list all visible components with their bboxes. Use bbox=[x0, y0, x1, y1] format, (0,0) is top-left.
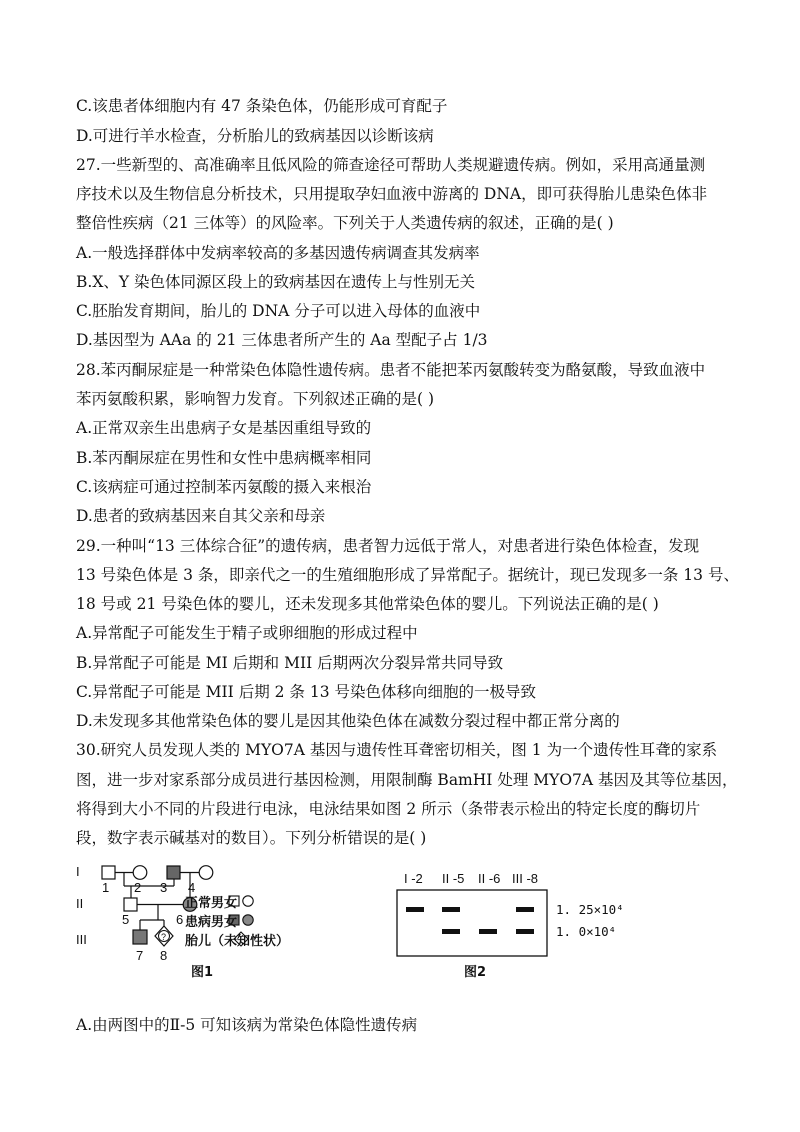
text-line: D.基因型为 AAa 的 21 三体患者所产生的 Aa 型配子占 1/3 bbox=[76, 331, 488, 349]
individual-number: 1 bbox=[102, 880, 110, 895]
gel-diagram bbox=[388, 868, 648, 958]
text-line: 13 号染色体是 3 条，即亲代之一的生殖细胞形成了异常配子。据统计，现已发现多一条 13 号、 bbox=[76, 566, 739, 584]
text-line: C.异常配子可能是 MII 后期 2 条 13 号染色体移向细胞的一极导致 bbox=[76, 683, 536, 701]
affected-male-symbol bbox=[167, 866, 180, 879]
normal-female-symbol bbox=[199, 866, 213, 880]
affected-male-symbol bbox=[133, 930, 147, 944]
text-line: 整倍性疾病（21 三体等）的风险率。下列关于人类遗传病的叙述，正确的是( ) bbox=[76, 214, 614, 232]
text-line: 序技术以及生物信息分析技术，只用提取孕妇血液中游离的 DNA，即可获得胎儿患染色体非 bbox=[76, 185, 708, 203]
lane-label: III -8 bbox=[512, 871, 539, 886]
legend-normal-label: 正常男女 bbox=[185, 896, 238, 911]
text-line: 苯丙氨酸积累，影响智力发育。下列叙述正确的是( ) bbox=[76, 390, 435, 408]
lane-label: II -6 bbox=[478, 871, 501, 886]
text-line: D.患者的致病基因来自其父亲和母亲 bbox=[76, 507, 326, 525]
individual-number: 3 bbox=[160, 880, 168, 895]
figure-1-caption: 图1 bbox=[191, 965, 214, 980]
legend-normal-female-icon bbox=[243, 896, 253, 906]
band bbox=[442, 929, 460, 934]
normal-female-symbol bbox=[133, 866, 147, 880]
individual-number: 7 bbox=[136, 948, 144, 963]
text-line: 图，进一步对家系部分成员进行基因检测，用限制酶 BamHI 处理 MYO7A 基因及其等位基因， bbox=[76, 771, 738, 789]
text-line: C.该患者体细胞内有 47 条染色体，仍能形成可育配子 bbox=[76, 97, 448, 115]
lane-label: II -5 bbox=[442, 871, 465, 886]
individual-number: 5 bbox=[122, 912, 130, 927]
legend-fetus-label: 胎儿（未知性状） bbox=[185, 934, 290, 949]
text-line: C.胚胎发育期间，胎儿的 DNA 分子可以进入母体的血液中 bbox=[76, 302, 481, 320]
figure-2-caption: 图2 bbox=[464, 965, 487, 980]
size-label: 1. 0×10⁴ bbox=[556, 924, 617, 939]
text-line: A.一般选择群体中发病率较高的多基因遗传病调查其发病率 bbox=[76, 244, 480, 262]
text-line: B.X、Y 染色体同源区段上的致病基因在遗传上与性别无关 bbox=[76, 273, 476, 291]
text-line: B.异常配子可能是 MI 后期和 MII 后期两次分裂异常共同导致 bbox=[76, 654, 504, 672]
lane-label: I -2 bbox=[404, 871, 423, 886]
text-line: 将得到大小不同的片段进行电泳，电泳结果如图 2 所示（条带表示检出的特定长度的酶切片 bbox=[76, 800, 701, 818]
fetus-question-mark: ? bbox=[161, 932, 167, 942]
band bbox=[406, 907, 424, 912]
normal-male-symbol bbox=[124, 898, 137, 911]
legend-affected-female-icon bbox=[243, 915, 253, 925]
individual-number: 6 bbox=[176, 912, 184, 927]
option-a-line: A.由两图中的Ⅱ-5 可知该病为常染色体隐性遗传病 bbox=[76, 1016, 418, 1034]
legend-affected-label: 患病男女 bbox=[185, 915, 238, 930]
individual-number: 4 bbox=[188, 880, 196, 895]
text-line: D.未发现多其他常染色体的婴儿是因其他染色体在减数分裂过程中都正常分离的 bbox=[76, 712, 620, 730]
band bbox=[516, 929, 534, 934]
generation-label: III bbox=[76, 932, 87, 947]
band bbox=[479, 929, 497, 934]
text-line: 28.苯丙酮尿症是一种常染色体隐性遗传病。患者不能把苯丙氨酸转变为酪氨酸，导致血液中 bbox=[76, 361, 706, 379]
band bbox=[442, 907, 460, 912]
band bbox=[516, 907, 534, 912]
text-line: D.可进行羊水检查，分析胎儿的致病基因以诊断该病 bbox=[76, 127, 434, 145]
pedigree-figure bbox=[74, 858, 384, 978]
text-line: 27.一些新型的、高准确率且低风险的筛查途径可帮助人类规避遗传病。例如，采用高通量测 bbox=[76, 156, 706, 174]
text-line: C.该病症可通过控制苯丙氨酸的摄入来根治 bbox=[76, 478, 372, 496]
text-line: B.苯丙酮尿症在男性和女性中患病概率相同 bbox=[76, 449, 372, 467]
text-line: A.异常配子可能发生于精子或卵细胞的形成过程中 bbox=[76, 624, 418, 642]
normal-male-symbol bbox=[102, 866, 115, 879]
size-label: 1. 25×10⁴ bbox=[556, 902, 624, 917]
generation-label: II bbox=[76, 896, 84, 911]
text-line: A.正常双亲生出患病子女是基因重组导致的 bbox=[76, 419, 372, 437]
generation-label: I bbox=[76, 864, 80, 879]
individual-number: 2 bbox=[134, 880, 142, 895]
individual-number: 8 bbox=[160, 948, 168, 963]
text-line: 18 号或 21 号染色体的婴儿，还未发现多其他常染色体的婴儿。下列说法正确的是( ) bbox=[76, 595, 659, 613]
text-line: 30.研究人员发现人类的 MYO7A 基因与遗传性耳聋密切相关，图 1 为一个遗传性耳聋的家系 bbox=[76, 741, 718, 759]
electrophoresis-figure bbox=[388, 868, 648, 978]
text-line: 段，数字表示碱基对的数目）。下列分析错误的是( ) bbox=[76, 829, 427, 847]
gel-frame bbox=[397, 890, 547, 956]
text-line: 29.一种叫“13 三体综合征”的遗传病，患者智力远低于常人，对患者进行染色体检查，发现 bbox=[76, 537, 700, 555]
